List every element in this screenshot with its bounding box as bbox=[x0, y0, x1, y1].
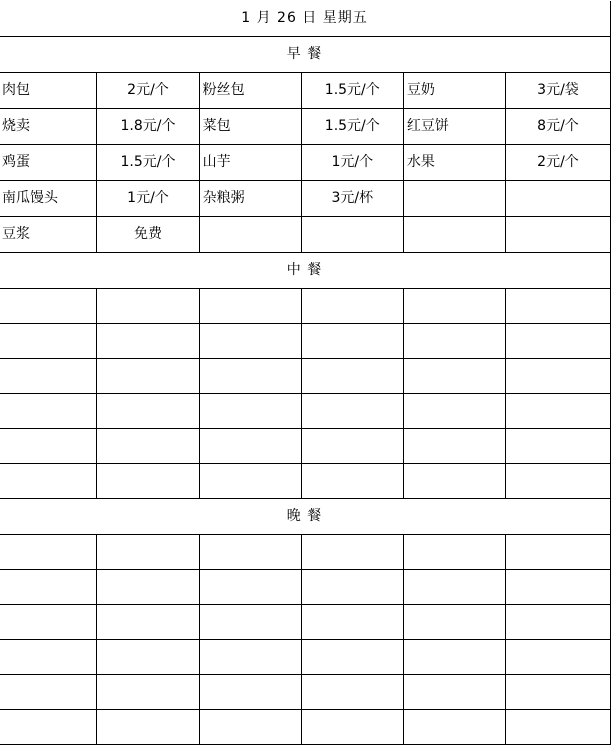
empty-cell[interactable] bbox=[505, 181, 610, 217]
breakfast-header[interactable]: 早 餐 bbox=[0, 37, 611, 73]
empty-cell[interactable] bbox=[505, 605, 610, 640]
item-name-cell[interactable]: 杂粮粥 bbox=[199, 181, 301, 217]
empty-cell[interactable] bbox=[403, 535, 505, 570]
empty-cell[interactable] bbox=[97, 289, 199, 324]
dinner-rows bbox=[0, 535, 611, 745]
item-name-cell[interactable]: 肉包 bbox=[0, 73, 97, 109]
empty-cell[interactable] bbox=[0, 535, 97, 570]
empty-cell[interactable] bbox=[505, 675, 610, 710]
empty-cell[interactable] bbox=[199, 570, 301, 605]
empty-cell[interactable] bbox=[505, 640, 610, 675]
empty-cell[interactable] bbox=[97, 535, 199, 570]
empty-cell[interactable] bbox=[301, 394, 403, 429]
empty-cell[interactable] bbox=[0, 675, 97, 710]
empty-cell[interactable] bbox=[505, 535, 610, 570]
empty-cell[interactable] bbox=[0, 289, 97, 324]
empty-cell[interactable] bbox=[199, 394, 301, 429]
empty-cell[interactable] bbox=[0, 710, 97, 745]
empty-cell[interactable] bbox=[199, 464, 301, 499]
empty-cell[interactable] bbox=[199, 429, 301, 464]
table-row bbox=[0, 675, 611, 710]
empty-cell[interactable] bbox=[0, 324, 97, 359]
item-name-cell[interactable]: 水果 bbox=[403, 145, 505, 181]
empty-cell[interactable] bbox=[97, 359, 199, 394]
empty-cell[interactable] bbox=[97, 394, 199, 429]
item-name-cell[interactable]: 烧卖 bbox=[0, 109, 97, 145]
empty-cell[interactable] bbox=[505, 324, 610, 359]
empty-cell[interactable] bbox=[97, 675, 199, 710]
date-title[interactable]: 1 月 26 日 星期五 bbox=[0, 1, 611, 37]
empty-cell[interactable] bbox=[199, 535, 301, 570]
item-price-cell[interactable]: 1.5元/个 bbox=[97, 145, 199, 181]
table-row bbox=[0, 640, 611, 675]
table-row bbox=[0, 535, 611, 570]
item-name-cell[interactable]: 鸡蛋 bbox=[0, 145, 97, 181]
table-row bbox=[0, 324, 611, 359]
item-price-cell[interactable]: 1元/个 bbox=[97, 181, 199, 217]
empty-cell[interactable] bbox=[403, 429, 505, 464]
empty-cell[interactable] bbox=[97, 464, 199, 499]
table-row bbox=[0, 289, 611, 324]
item-name-cell[interactable]: 红豆饼 bbox=[403, 109, 505, 145]
empty-cell[interactable] bbox=[199, 640, 301, 675]
item-price-cell[interactable]: 1.5元/个 bbox=[301, 73, 403, 109]
empty-cell[interactable] bbox=[301, 640, 403, 675]
empty-cell[interactable] bbox=[301, 289, 403, 324]
empty-cell[interactable] bbox=[403, 289, 505, 324]
empty-cell[interactable] bbox=[403, 675, 505, 710]
empty-cell[interactable] bbox=[301, 464, 403, 499]
item-price-cell[interactable]: 1元/个 bbox=[301, 145, 403, 181]
empty-cell[interactable] bbox=[97, 570, 199, 605]
empty-cell[interactable] bbox=[0, 570, 97, 605]
item-name-cell[interactable]: 菜包 bbox=[199, 109, 301, 145]
empty-cell[interactable] bbox=[199, 359, 301, 394]
empty-cell[interactable] bbox=[403, 464, 505, 499]
empty-cell[interactable] bbox=[301, 535, 403, 570]
empty-cell[interactable] bbox=[403, 181, 505, 217]
lunch-header-row bbox=[0, 253, 611, 289]
title-row bbox=[0, 1, 611, 37]
empty-cell[interactable] bbox=[199, 710, 301, 745]
empty-cell[interactable] bbox=[301, 359, 403, 394]
item-price-cell[interactable]: 2元/个 bbox=[505, 145, 610, 181]
empty-cell[interactable] bbox=[301, 429, 403, 464]
item-price-cell[interactable]: 8元/个 bbox=[505, 109, 610, 145]
empty-cell[interactable] bbox=[0, 464, 97, 499]
empty-cell[interactable] bbox=[0, 394, 97, 429]
empty-cell[interactable] bbox=[0, 359, 97, 394]
table-row bbox=[0, 109, 611, 145]
dinner-header-row bbox=[0, 499, 611, 535]
item-name-cell[interactable]: 豆奶 bbox=[403, 73, 505, 109]
table-row bbox=[0, 710, 611, 745]
empty-cell[interactable] bbox=[505, 394, 610, 429]
item-price-cell[interactable]: 2元/个 bbox=[97, 73, 199, 109]
empty-cell[interactable] bbox=[199, 324, 301, 359]
empty-cell[interactable] bbox=[0, 429, 97, 464]
empty-cell[interactable] bbox=[97, 640, 199, 675]
empty-cell[interactable] bbox=[505, 359, 610, 394]
empty-cell[interactable] bbox=[301, 710, 403, 745]
empty-cell[interactable] bbox=[403, 359, 505, 394]
table-row bbox=[0, 394, 611, 429]
item-name-cell[interactable]: 南瓜馒头 bbox=[0, 181, 97, 217]
table-row bbox=[0, 359, 611, 394]
empty-cell[interactable] bbox=[505, 429, 610, 464]
empty-cell[interactable] bbox=[97, 710, 199, 745]
item-name-cell[interactable]: 山芋 bbox=[199, 145, 301, 181]
item-price-cell[interactable]: 3元/袋 bbox=[505, 73, 610, 109]
empty-cell[interactable] bbox=[0, 605, 97, 640]
empty-cell[interactable] bbox=[301, 217, 403, 253]
item-name-cell[interactable]: 粉丝包 bbox=[199, 73, 301, 109]
breakfast-header-row bbox=[0, 37, 611, 73]
empty-cell[interactable] bbox=[97, 324, 199, 359]
item-price-cell[interactable]: 1.5元/个 bbox=[301, 109, 403, 145]
empty-cell[interactable] bbox=[0, 640, 97, 675]
item-price-cell[interactable]: 免费 bbox=[97, 217, 199, 253]
table-row bbox=[0, 605, 611, 640]
lunch-header[interactable]: 中 餐 bbox=[0, 253, 611, 289]
empty-cell[interactable] bbox=[199, 289, 301, 324]
empty-cell[interactable] bbox=[199, 675, 301, 710]
empty-cell[interactable] bbox=[301, 324, 403, 359]
empty-cell[interactable] bbox=[505, 289, 610, 324]
empty-cell[interactable] bbox=[403, 640, 505, 675]
table-row bbox=[0, 570, 611, 605]
menu-table bbox=[0, 1, 611, 745]
item-price-cell[interactable]: 1.8元/个 bbox=[97, 109, 199, 145]
lunch-rows bbox=[0, 289, 611, 499]
empty-cell[interactable] bbox=[505, 464, 610, 499]
empty-cell[interactable] bbox=[403, 324, 505, 359]
item-name-cell[interactable]: 豆浆 bbox=[0, 217, 97, 253]
empty-cell[interactable] bbox=[199, 217, 301, 253]
empty-cell[interactable] bbox=[403, 570, 505, 605]
dinner-header[interactable]: 晚 餐 bbox=[0, 499, 611, 535]
empty-cell[interactable] bbox=[403, 605, 505, 640]
empty-cell[interactable] bbox=[505, 570, 610, 605]
table-row bbox=[0, 145, 611, 181]
table-row bbox=[0, 73, 611, 109]
table-row bbox=[0, 217, 611, 253]
empty-cell[interactable] bbox=[301, 570, 403, 605]
empty-cell[interactable] bbox=[403, 217, 505, 253]
empty-cell[interactable] bbox=[301, 675, 403, 710]
item-price-cell[interactable]: 3元/杯 bbox=[301, 181, 403, 217]
empty-cell[interactable] bbox=[505, 710, 610, 745]
empty-cell[interactable] bbox=[505, 217, 610, 253]
table-row bbox=[0, 464, 611, 499]
empty-cell[interactable] bbox=[403, 394, 505, 429]
table-row bbox=[0, 429, 611, 464]
empty-cell[interactable] bbox=[199, 605, 301, 640]
table-row bbox=[0, 181, 611, 217]
empty-cell[interactable] bbox=[403, 710, 505, 745]
empty-cell[interactable] bbox=[97, 605, 199, 640]
empty-cell[interactable] bbox=[97, 429, 199, 464]
empty-cell[interactable] bbox=[301, 605, 403, 640]
